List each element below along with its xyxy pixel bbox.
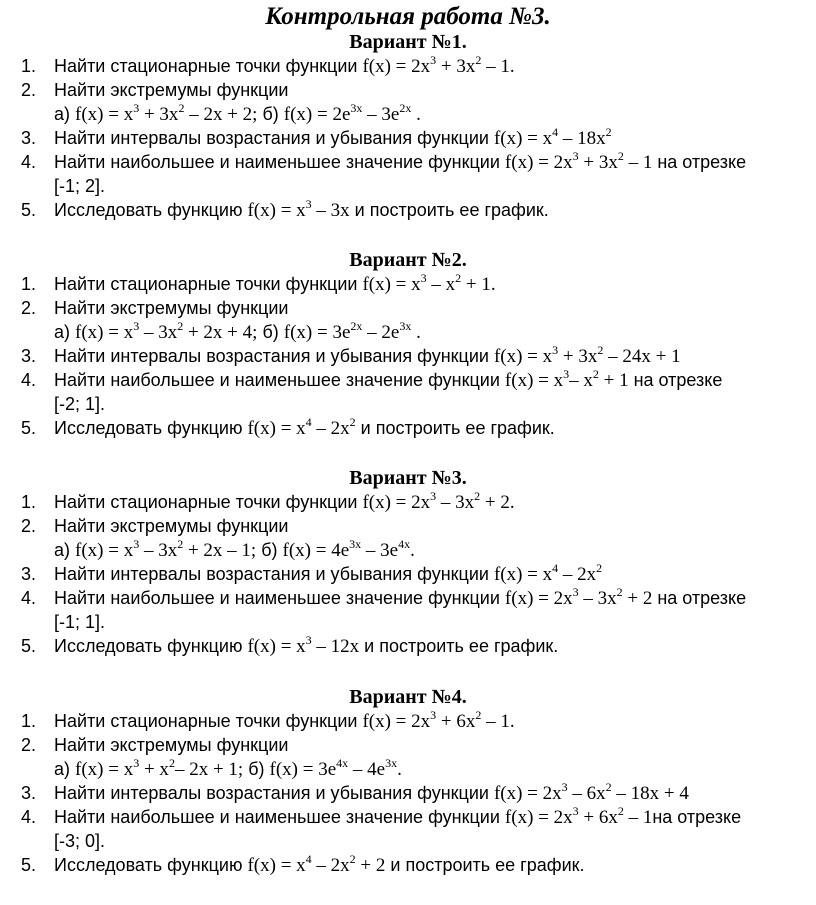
task-number: 1. <box>21 711 37 731</box>
subitem-a-formula: $f(x) = x^3 - 3x^2 + 2x - 1$; <box>75 537 257 561</box>
task-number: 3. <box>21 128 37 148</box>
task-text <box>54 150 746 176</box>
subitem-b-label: б) <box>256 540 283 560</box>
subitem-b-label: б) <box>257 322 284 342</box>
subitem-b-formula: $f(x) = 3e^{2x} - 2e^{3x}$ . <box>283 319 421 343</box>
task-statement: Найти интервалы возрастания и убывания функции <box>54 564 494 584</box>
task-statement: Найти стационарные точки функции <box>54 711 363 731</box>
task-number: 5. <box>21 418 37 438</box>
task-text <box>54 126 612 152</box>
subitem-a-formula: $f(x) = x^3 + 3x^2 - 2x + 2$; <box>75 101 258 125</box>
task-statement: Найти экстремумы функции <box>54 298 289 318</box>
subitem-b-label: б) <box>257 104 284 124</box>
task-suffix: и построить ее график. <box>359 636 559 656</box>
task-suffix: и построить ее график. <box>385 855 585 875</box>
task-statement: Исследовать функцию <box>54 200 248 220</box>
interval-text: [-1; 1]. <box>54 612 106 632</box>
task-number: 1. <box>21 274 37 294</box>
subitem-a-formula: $f(x) = x^3 - 3x^2 + 2x + 4$; <box>75 319 258 343</box>
task-text <box>54 514 288 538</box>
task-formula: $f(x) = 2x^3 - 3x^2 + 2$. <box>362 489 515 513</box>
task-formula: $f(x) = x^3 - 12x$ <box>247 633 360 657</box>
task-statement: Найти наибольшее и наименьшее значение функции <box>54 370 505 390</box>
interval-text: [-2; 1]. <box>54 394 106 414</box>
task-number: 3. <box>21 564 37 584</box>
task-formula: $f(x) = 2x^3 - 6x^2 - 18x + 4$ <box>493 780 689 804</box>
subitem-a-label: а) <box>54 322 76 342</box>
task-formula: $f(x) = 2x^3 + 3x^2 - 1$. <box>362 53 515 77</box>
task-suffix: на отрезке <box>652 588 747 608</box>
task-statement: Исследовать функцию <box>54 418 248 438</box>
task-number: 4. <box>21 588 37 608</box>
variant-heading: Вариант №2. <box>349 249 467 271</box>
subitems-text <box>54 102 421 128</box>
task-statement: Найти стационарные точки функции <box>54 492 363 512</box>
task-text <box>54 368 722 394</box>
task-number: 2. <box>21 735 37 755</box>
task-statement: Найти экстремумы функции <box>54 516 289 536</box>
task-formula: $f(x) = 2x^3 - 3x^2 + 2$ <box>504 585 653 609</box>
task-formula: $f(x) = x^3 - 3x$ <box>247 197 350 221</box>
task-statement: Найти интервалы возрастания и убывания функции <box>54 346 494 366</box>
task-formula: $f(x) = x^4 - 18x^2$ <box>493 125 612 149</box>
task-text <box>54 634 558 660</box>
task-suffix: и построить ее график. <box>349 200 549 220</box>
task-text <box>54 733 288 757</box>
task-formula: $f(x) = 2x^3 + 6x^2 - 1$ <box>504 804 653 828</box>
task-number: 4. <box>21 807 37 827</box>
task-number: 3. <box>21 783 37 803</box>
subitems-text <box>54 538 415 564</box>
interval-text: [-1; 2]. <box>54 176 106 196</box>
task-statement: Найти стационарные точки функции <box>54 274 363 294</box>
task-formula: $f(x) = x^4 - 2x^2$ <box>247 415 356 439</box>
task-formula: $f(x) = 2x^3 + 6x^2 - 1$. <box>362 708 515 732</box>
task-statement: Найти экстремумы функции <box>54 735 289 755</box>
task-number: 5. <box>21 855 37 875</box>
task-text <box>54 296 288 320</box>
subitem-b-formula: $f(x) = 4e^{3x} - 3e^{4x}$. <box>282 537 415 561</box>
subitems-text <box>54 320 421 346</box>
subitem-b-formula: $f(x) = 3e^{4x} - 4e^{3x}$. <box>269 756 402 780</box>
task-statement: Найти наибольшее и наименьшее значение функции <box>54 588 505 608</box>
task-formula: $f(x) = x^4 - 2x^2$ <box>493 561 603 585</box>
task-statement: Найти стационарные точки функции <box>54 56 363 76</box>
task-text <box>54 586 746 612</box>
task-text <box>54 198 549 224</box>
task-statement: Исследовать функцию <box>54 855 248 875</box>
page-title: Контрольная работа №3. <box>265 3 551 30</box>
task-statement: Найти наибольшее и наименьшее значение функции <box>54 152 505 172</box>
interval-text: [-3; 0]. <box>54 831 106 851</box>
task-text <box>54 272 496 298</box>
subitem-a-label: а) <box>54 104 76 124</box>
task-statement: Найти интервалы возрастания и убывания функции <box>54 128 494 148</box>
subitem-b-formula: $f(x) = 2e^{3x} - 3e^{2x}$ . <box>283 101 421 125</box>
task-number: 2. <box>21 80 37 100</box>
task-number: 4. <box>21 152 37 172</box>
task-text <box>54 490 515 516</box>
task-text <box>54 805 741 831</box>
task-statement: Исследовать функцию <box>54 636 248 656</box>
task-formula: $f(x) = x^3 + 3x^2 - 24x + 1$ <box>493 343 681 367</box>
task-text <box>54 78 288 102</box>
subitem-a-label: а) <box>54 759 76 779</box>
task-text <box>54 54 515 80</box>
task-text <box>54 781 689 807</box>
task-number: 1. <box>21 492 37 512</box>
task-formula: $f(x) = 2x^3 + 3x^2 - 1$ <box>504 149 653 173</box>
variant-heading: Вариант №3. <box>349 467 467 489</box>
subitem-a-label: а) <box>54 540 76 560</box>
task-text <box>54 853 585 879</box>
variant-heading: Вариант №4. <box>349 686 467 708</box>
task-number: 5. <box>21 200 37 220</box>
task-number: 5. <box>21 636 37 656</box>
task-number: 3. <box>21 346 37 366</box>
task-suffix: на отрезке <box>628 370 723 390</box>
task-text <box>54 416 555 442</box>
task-number: 2. <box>21 516 37 536</box>
task-number: 4. <box>21 370 37 390</box>
subitems-text <box>54 757 402 783</box>
task-formula: $f(x) = x^3-$ $x^2 + 1$ <box>504 367 629 391</box>
subitem-b-label: б) <box>243 759 270 779</box>
task-formula: $f(x) = x^3 - x^2 + 1$. <box>362 271 496 295</box>
task-suffix: на отрезке <box>652 807 742 827</box>
subitem-a-formula: $f(x) = x^3 + x^2-$ 2x + 1; <box>75 756 244 780</box>
task-statement: Найти интервалы возрастания и убывания функции <box>54 783 494 803</box>
task-statement: Найти наибольшее и наименьшее значение функции <box>54 807 505 827</box>
task-number: 1. <box>21 56 37 76</box>
task-suffix: и построить ее график. <box>355 418 555 438</box>
task-text <box>54 562 602 588</box>
task-suffix: на отрезке <box>652 152 747 172</box>
task-statement: Найти экстремумы функции <box>54 80 289 100</box>
task-text <box>54 709 515 735</box>
task-text <box>54 344 681 370</box>
task-formula: $f(x) = x^4 - 2x^2 + 2$ <box>247 852 386 876</box>
variant-heading: Вариант №1. <box>349 31 467 53</box>
task-number: 2. <box>21 298 37 318</box>
